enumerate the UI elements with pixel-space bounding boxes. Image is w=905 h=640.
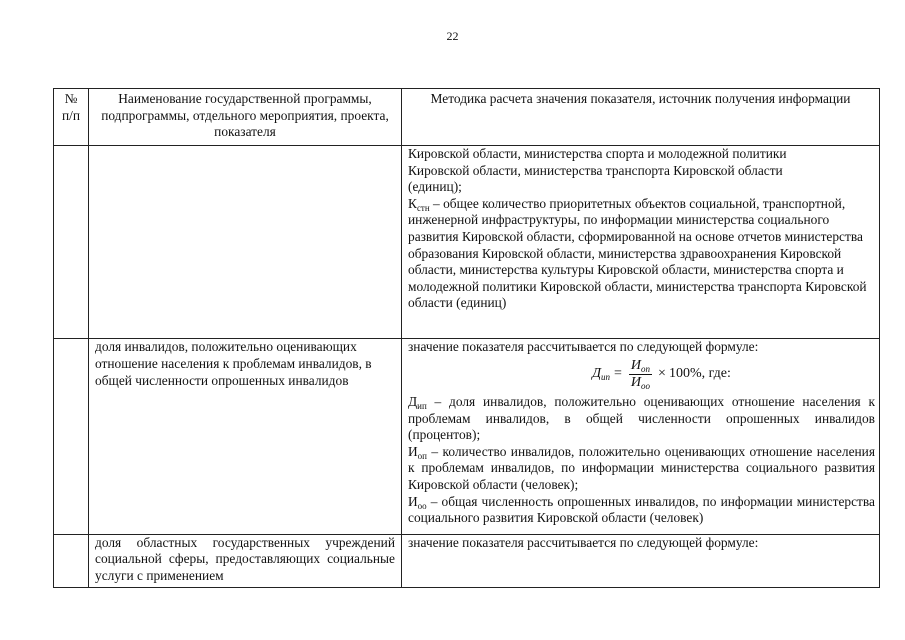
formula <box>592 358 731 391</box>
kstn-subscript: стн <box>416 202 430 213</box>
kstn-definition <box>408 196 875 312</box>
formula-equals: = <box>614 366 622 382</box>
table-row <box>54 146 880 339</box>
ioo-text: – общая численность опрошенных инвалидов, по информации министерства социального развития Кировской области (человек) <box>408 493 875 526</box>
ioo-subscript: оо <box>417 500 427 511</box>
formula-numerator: $И_{оп}$ <box>630 358 651 375</box>
ioo-symbol: И <box>408 493 418 509</box>
formula-fraction <box>629 358 652 391</box>
cell-number <box>54 534 89 587</box>
iop-subscript: оп <box>417 450 427 461</box>
iop-symbol: И <box>408 443 418 459</box>
dip-definition <box>408 394 875 444</box>
header-method: Методика расчета значения показателя, источник получения информации <box>402 89 880 146</box>
formula-block <box>408 358 875 394</box>
method-text-line: Кировской области, министерства транспорта Кировской области <box>408 162 783 178</box>
header-number: № п/п <box>54 89 89 146</box>
indicator-table <box>53 88 880 588</box>
formula-lhs: $Д_{ип}$ <box>592 366 611 383</box>
cell-name: доля областных государственных учреждений социальной сферы, предоставляющих социальные услуги с применением <box>89 534 402 587</box>
cell-method <box>402 339 880 534</box>
method-text-line: (единиц); <box>408 179 462 195</box>
table-header-row <box>54 89 880 146</box>
kstn-text: – общее количество приоритетных объектов социальной, транспортной, инженерной инфраструктуры, по информации министерства социального развития Кировской области, сформированной на основе отчетов министерства образования Кировской области, министерства здравоохранения Кировской области, министерства культуры Кировской области, министерства спорта и молодежной политики Кировской области, министерства транспорта Кировской области (единиц) <box>408 195 867 311</box>
dip-text: – доля инвалидов, положительно оценивающих отношение населения к проблемам инвалидов, в общей численности опрошенных инвалидов (процентов); <box>408 394 875 443</box>
cell-name: доля инвалидов, положительно оценивающих отношение населения к проблемам инвалидов, в общей численности опрошенных инвалидов <box>89 339 402 534</box>
page-number: 22 <box>446 29 459 43</box>
method-text-line: Кировской области, министерства спорта и молодежной политики <box>408 146 787 162</box>
cell-number <box>54 339 89 534</box>
formula-times: × <box>658 366 666 382</box>
kstn-symbol: К <box>408 195 417 211</box>
dip-symbol: Д <box>408 394 418 410</box>
dip-subscript: ип <box>417 401 427 412</box>
header-name: Наименование государственной программы, подпрограммы, отдельного мероприятия, проекта, показателя <box>89 89 402 146</box>
iop-text: – количество инвалидов, положительно оценивающих отношение населения к проблемам инвалидов, по информации министерства социального развития Кировской области (человек); <box>408 443 875 493</box>
iop-definition <box>408 444 875 494</box>
cell-method <box>402 146 880 339</box>
formula-intro: значение показателя рассчитывается по следующей формуле: <box>408 339 759 355</box>
cell-number <box>54 146 89 339</box>
formula-denominator: $И_{оо}$ <box>630 375 651 392</box>
cell-name <box>89 146 402 339</box>
table-row <box>54 534 880 587</box>
formula-percent: 100%, где: <box>668 366 731 382</box>
ioo-definition <box>408 494 875 527</box>
cell-method: значение показателя рассчитывается по следующей формуле: <box>402 534 880 587</box>
table-row <box>54 339 880 534</box>
